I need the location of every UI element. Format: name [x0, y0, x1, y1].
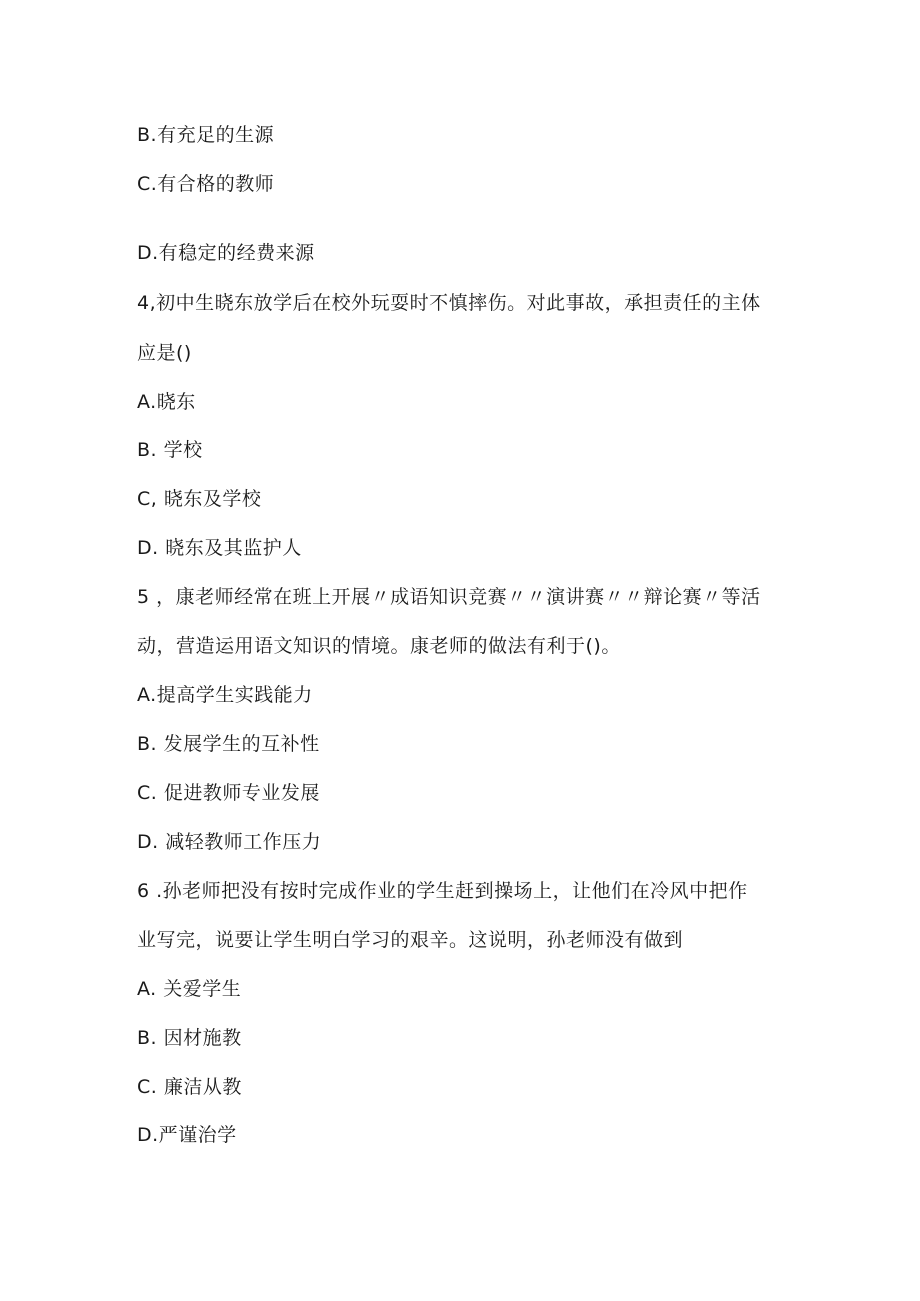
q4-stem-line1: 4,初中生晓东放学后在校外玩耍时不慎摔伤。对此事故，承担责任的主体: [137, 292, 761, 314]
q3-option-b: B.有充足的生源: [137, 124, 275, 146]
q3-option-c: C.有合格的教师: [137, 173, 275, 195]
q6-option-c: C. 廉洁从教: [137, 1076, 242, 1098]
q5-option-c: C. 促进教师专业发展: [137, 782, 320, 804]
q6-option-b: B. 因材施教: [137, 1027, 242, 1049]
q6-option-d: D.严谨治学: [137, 1124, 237, 1146]
q5-option-b: B. 发展学生的互补性: [137, 733, 320, 755]
q3-option-d: D.有稳定的经费来源: [137, 242, 315, 264]
q5-option-d: D. 减轻教师工作压力: [137, 831, 322, 853]
q5-stem-line2: 动，营造运用语文知识的情境。康老师的做法有利于()。: [137, 635, 621, 657]
q4-stem-line2: 应是(): [137, 342, 192, 364]
q4-option-b: B. 学校: [137, 439, 203, 461]
q5-stem-line1: 5 ，康老师经常在班上开展〃成语知识竞赛〃〃演讲赛〃〃辩论赛〃等活: [137, 586, 761, 608]
q6-stem-line1: 6 .孙老师把没有按时完成作业的学生赶到操场上，让他们在冷风中把作: [137, 880, 748, 902]
q4-option-d: D. 晓东及其监护人: [137, 537, 302, 559]
q6-stem-line2: 业写完，说要让学生明白学习的艰辛。这说明，孙老师没有做到: [137, 929, 684, 951]
q4-option-a: A.晓东: [137, 391, 196, 413]
q4-option-c: C, 晓东及学校: [137, 488, 262, 510]
q6-option-a: A. 关爱学生: [137, 978, 242, 1000]
q5-option-a: A.提高学生实践能力: [137, 684, 313, 706]
